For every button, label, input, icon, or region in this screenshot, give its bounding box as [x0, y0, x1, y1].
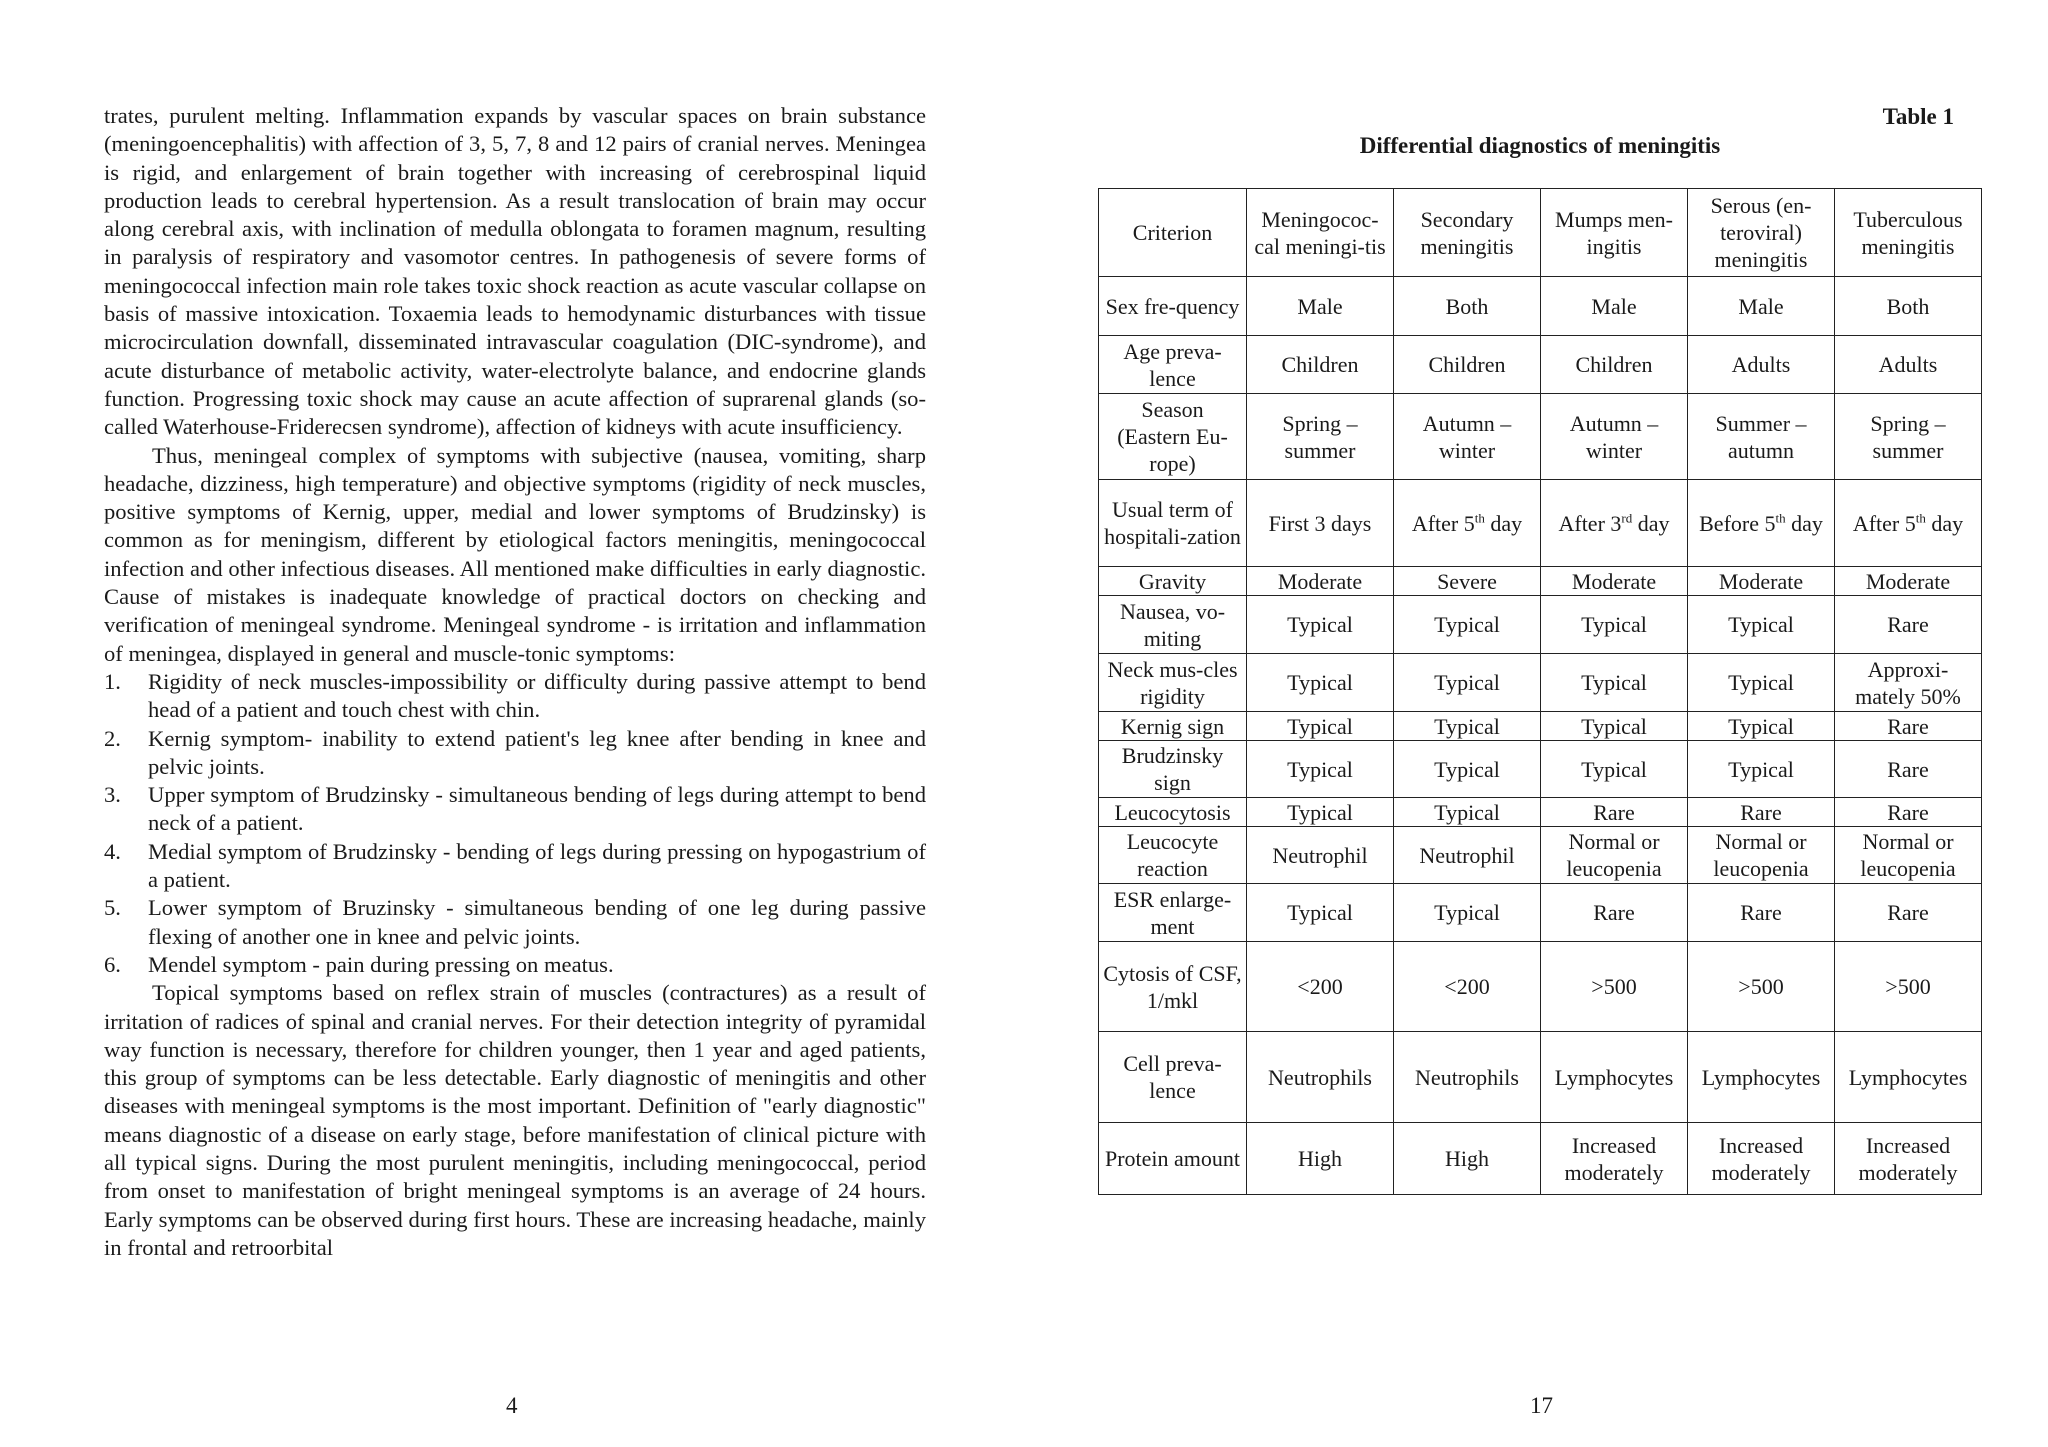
table-cell: Children	[1394, 336, 1541, 394]
diagnostics-table	[1098, 188, 1982, 1195]
table-cell: Increased moderately	[1541, 1123, 1688, 1195]
table-cell: >500	[1835, 942, 1982, 1032]
table-title: Differential diagnostics of meningitis	[1359, 133, 1721, 158]
table-cell: Spring – summer	[1247, 394, 1394, 480]
table-cell: Cytosis of CSF, 1/mkl	[1099, 942, 1247, 1032]
table-cell: <200	[1247, 942, 1394, 1032]
list-item	[104, 838, 926, 895]
table-cell: High	[1394, 1123, 1541, 1195]
table-cell: Gravity	[1099, 567, 1247, 596]
table-row	[1099, 394, 1982, 480]
table-row	[1099, 277, 1982, 336]
table-cell: Protein amount	[1099, 1123, 1247, 1195]
list-number: 1.	[104, 668, 121, 694]
list-number: 4.	[104, 838, 121, 864]
table-cell: After 5th day	[1835, 480, 1982, 567]
table-cell: Neutrophil	[1247, 827, 1394, 884]
table-cell: Typical	[1247, 712, 1394, 741]
table-cell: Increased moderately	[1835, 1123, 1982, 1195]
table-cell: Lymphocytes	[1835, 1032, 1982, 1123]
table-cell: Moderate	[1688, 567, 1835, 596]
table-cell: Typical	[1247, 741, 1394, 798]
table-cell: Children	[1541, 336, 1688, 394]
table-cell: Autumn – winter	[1394, 394, 1541, 480]
table-cell: Usual term of hospitali-zation	[1099, 480, 1247, 567]
table-cell: High	[1247, 1123, 1394, 1195]
table-row	[1099, 798, 1982, 827]
paragraph: Thus, meningeal complex of symptoms with subjective (nausea, vomiting, sharp headache, dizziness, high temperature) and objective symptoms (rigidity of neck muscles, positive symptoms of Kernig, upper, medial and lower symptoms of Brudzinsky) is common as for meningism, different by etiological factors meningitis, meningococcal infection and other infectious diseases. All mentioned make difficulties in early diagnostic. Cause of mistakes is inadequate knowledge of practical doctors on checking and verification of meningeal syndrome. Meningeal syndrome - is irritation and inflammation of meningea, displayed in general and muscle-tonic symptoms:	[104, 442, 926, 666]
table-cell: Typical	[1394, 596, 1541, 654]
list-item	[104, 725, 926, 782]
table-cell: Summer – autumn	[1688, 394, 1835, 480]
table-row	[1099, 884, 1982, 942]
symptom-list	[104, 668, 926, 979]
table-cell: Rare	[1688, 884, 1835, 942]
table-cell: Typical	[1541, 596, 1688, 654]
list-text: Mendel symptom - pain during pressing on meatus.	[148, 951, 614, 977]
table-row	[1099, 712, 1982, 741]
table-cell: Rare	[1835, 798, 1982, 827]
table-row	[1099, 654, 1982, 712]
header-cell: Criterion	[1099, 189, 1247, 277]
list-number: 2.	[104, 725, 121, 751]
table-cell: Typical	[1688, 654, 1835, 712]
table-cell: Male	[1541, 277, 1688, 336]
table-cell: Both	[1835, 277, 1982, 336]
table-cell: Rare	[1541, 798, 1688, 827]
table-cell: Rare	[1835, 884, 1982, 942]
table-cell: Typical	[1394, 712, 1541, 741]
table-cell: Moderate	[1835, 567, 1982, 596]
list-text: Upper symptom of Brudzinsky - simultaneous bending of legs during attempt to bend neck of a patient.	[148, 782, 926, 836]
table-cell: Increased moderately	[1688, 1123, 1835, 1195]
list-item	[104, 894, 926, 951]
list-text: Medial symptom of Brudzinsky - bending of legs during pressing on hypogastrium of a patient.	[148, 838, 926, 893]
table-cell: Typical	[1688, 741, 1835, 798]
table-cell: Autumn – winter	[1541, 394, 1688, 480]
list-number: 5.	[104, 895, 121, 921]
table-cell: First 3 days	[1247, 480, 1394, 567]
table-cell: Moderate	[1541, 567, 1688, 596]
table-row	[1099, 942, 1982, 1032]
paragraph: Topical symptoms based on reflex strain of muscles (contractures) as a result of irritation of radices of spinal and cranial nerves. For their detection integrity of pyramidal way function is necessary, therefore for children younger, then 1 year and aged patients, this group of symptoms can be less detectable. Early diagnostic of meningitis and other diseases with meningeal symptoms is the most important. Definition of "early diagnostic" means diagnostic of a disease on early stage, before manifestation of clinical picture with all typical signs. During the most purulent meningitis, including meningococcal, period from onset to manifestation of bright meningeal symptoms is an average of 24 hours. Early symptoms can be observed during first hours. These are increasing headache, mainly in frontal and retroorbital	[104, 980, 926, 1260]
table-cell: Adults	[1835, 336, 1982, 394]
table-cell: Male	[1247, 277, 1394, 336]
table-cell: Typical	[1247, 654, 1394, 712]
table-cell: Neck mus-cles rigidity	[1099, 654, 1247, 712]
list-number: 6.	[104, 951, 121, 977]
table-cell: ESR enlarge-ment	[1099, 884, 1247, 942]
table-cell: Neutrophils	[1247, 1032, 1394, 1123]
page-number-right: 17	[1530, 1393, 1553, 1418]
table-header-row	[1099, 189, 1982, 277]
header-cell: Tuberculous meningitis	[1835, 189, 1982, 277]
table-cell: Typical	[1541, 741, 1688, 798]
table-cell: Sex fre-quency	[1099, 277, 1247, 336]
table-cell: Male	[1688, 277, 1835, 336]
list-item	[104, 951, 926, 979]
table-cell: Leucocytosis	[1099, 798, 1247, 827]
header-cell: Serous (en-teroviral) meningitis	[1688, 189, 1835, 277]
page-number-left: 4	[506, 1393, 518, 1418]
table-cell: Approxi-mately 50%	[1835, 654, 1982, 712]
table-row	[1099, 336, 1982, 394]
table-cell: Nausea, vo-miting	[1099, 596, 1247, 654]
header-cell: Secondary meningitis	[1394, 189, 1541, 277]
table-row	[1099, 480, 1982, 567]
table-label: Table 1	[1882, 104, 1954, 129]
table-row	[1099, 1032, 1982, 1123]
table-cell: Brudzinsky sign	[1099, 741, 1247, 798]
table-cell: <200	[1394, 942, 1541, 1032]
table-cell: Typical	[1247, 596, 1394, 654]
header-cell: Mumps men-ingitis	[1541, 189, 1688, 277]
table-row	[1099, 1123, 1982, 1195]
table-cell: Kernig sign	[1099, 712, 1247, 741]
table-cell: Moderate	[1247, 567, 1394, 596]
table-cell: Rare	[1688, 798, 1835, 827]
table-cell: Cell preva-lence	[1099, 1032, 1247, 1123]
table-cell: Before 5th day	[1688, 480, 1835, 567]
header-cell: Meningococ-cal meningi-tis	[1247, 189, 1394, 277]
table-cell: Both	[1394, 277, 1541, 336]
table-row	[1099, 827, 1982, 884]
table-row	[1099, 567, 1982, 596]
table-cell: Typical	[1541, 712, 1688, 741]
table-cell: Typical	[1394, 798, 1541, 827]
list-item	[104, 668, 926, 725]
table-cell: Rare	[1835, 712, 1982, 741]
table-cell: Age preva-lence	[1099, 336, 1247, 394]
table-cell: Typical	[1688, 596, 1835, 654]
list-text: Rigidity of neck muscles-impossibility or difficulty during passive attempt to bend head of a patient and touch chest with chin.	[148, 668, 926, 723]
table-cell: Adults	[1688, 336, 1835, 394]
table-cell: After 3rd day	[1541, 480, 1688, 567]
table-cell: Normal or leucopenia	[1541, 827, 1688, 884]
table-cell: Rare	[1541, 884, 1688, 942]
table-cell: Normal or leucopenia	[1688, 827, 1835, 884]
table-cell: Leucocyte reaction	[1099, 827, 1247, 884]
table-cell: Season (Eastern Eu-rope)	[1099, 394, 1247, 480]
table-cell: After 5th day	[1394, 480, 1541, 567]
list-number: 3.	[104, 782, 121, 808]
table-row	[1099, 741, 1982, 798]
paragraph: trates, purulent melting. Inflammation expands by vascular spaces on brain substance (meningoencephalitis) with affection of 3, 5, 7, 8 and 12 pairs of cranial nerves. Meningea is rigid, and enlargement of brain together with increasing of cerebrospinal liquid production leads to cerebral hypertension. As a result translocation of brain may occur along cerebral axis, with inclination of medulla oblongata to foramen magnum, resulting in paralysis of respiratory and vasomotor centres. In pathogenesis of severe forms of meningococcal infection main role takes toxic shock reaction as acute vascular collapse on basis of massive intoxication. Toxaemia leads to hemodynamic disturbances with tissue microcirculation downfall, disseminated intravascular coagulation (DIC-syndrome), and acute disturbance of metabolic activity, water-electrolyte balance, and endocrine glands function. Progressing toxic shock may cause an acute affection of suprarenal glands (so-called Waterhouse-Friderecsen syndrome), affection of kidneys with acute insufficiency.	[104, 103, 926, 440]
table-cell: Severe	[1394, 567, 1541, 596]
table-cell: Neutrophils	[1394, 1032, 1541, 1123]
table-cell: Lymphocytes	[1541, 1032, 1688, 1123]
table-cell: >500	[1688, 942, 1835, 1032]
table-cell: Typical	[1688, 712, 1835, 741]
table-cell: Lymphocytes	[1688, 1032, 1835, 1123]
table-cell: Typical	[1394, 741, 1541, 798]
table-cell: Children	[1247, 336, 1394, 394]
table-cell: Typical	[1394, 884, 1541, 942]
table-cell: Normal or leucopenia	[1835, 827, 1982, 884]
table-cell: Rare	[1835, 596, 1982, 654]
table-cell: Spring – summer	[1835, 394, 1982, 480]
left-page-text	[104, 102, 926, 1262]
table-cell: Typical	[1247, 798, 1394, 827]
table-cell: Typical	[1394, 654, 1541, 712]
table-cell: Rare	[1835, 741, 1982, 798]
list-text: Lower symptom of Bruzinsky - simultaneous bending of one leg during passive flexing of another one in knee and pelvic joints.	[148, 895, 926, 949]
table-cell: Neutrophil	[1394, 827, 1541, 884]
table-cell: Typical	[1247, 884, 1394, 942]
table-cell: Typical	[1541, 654, 1688, 712]
list-item	[104, 781, 926, 838]
table-row	[1099, 596, 1982, 654]
list-text: Kernig symptom- inability to extend patient's leg knee after bending in knee and pelvic joints.	[148, 725, 926, 779]
table-cell: >500	[1541, 942, 1688, 1032]
